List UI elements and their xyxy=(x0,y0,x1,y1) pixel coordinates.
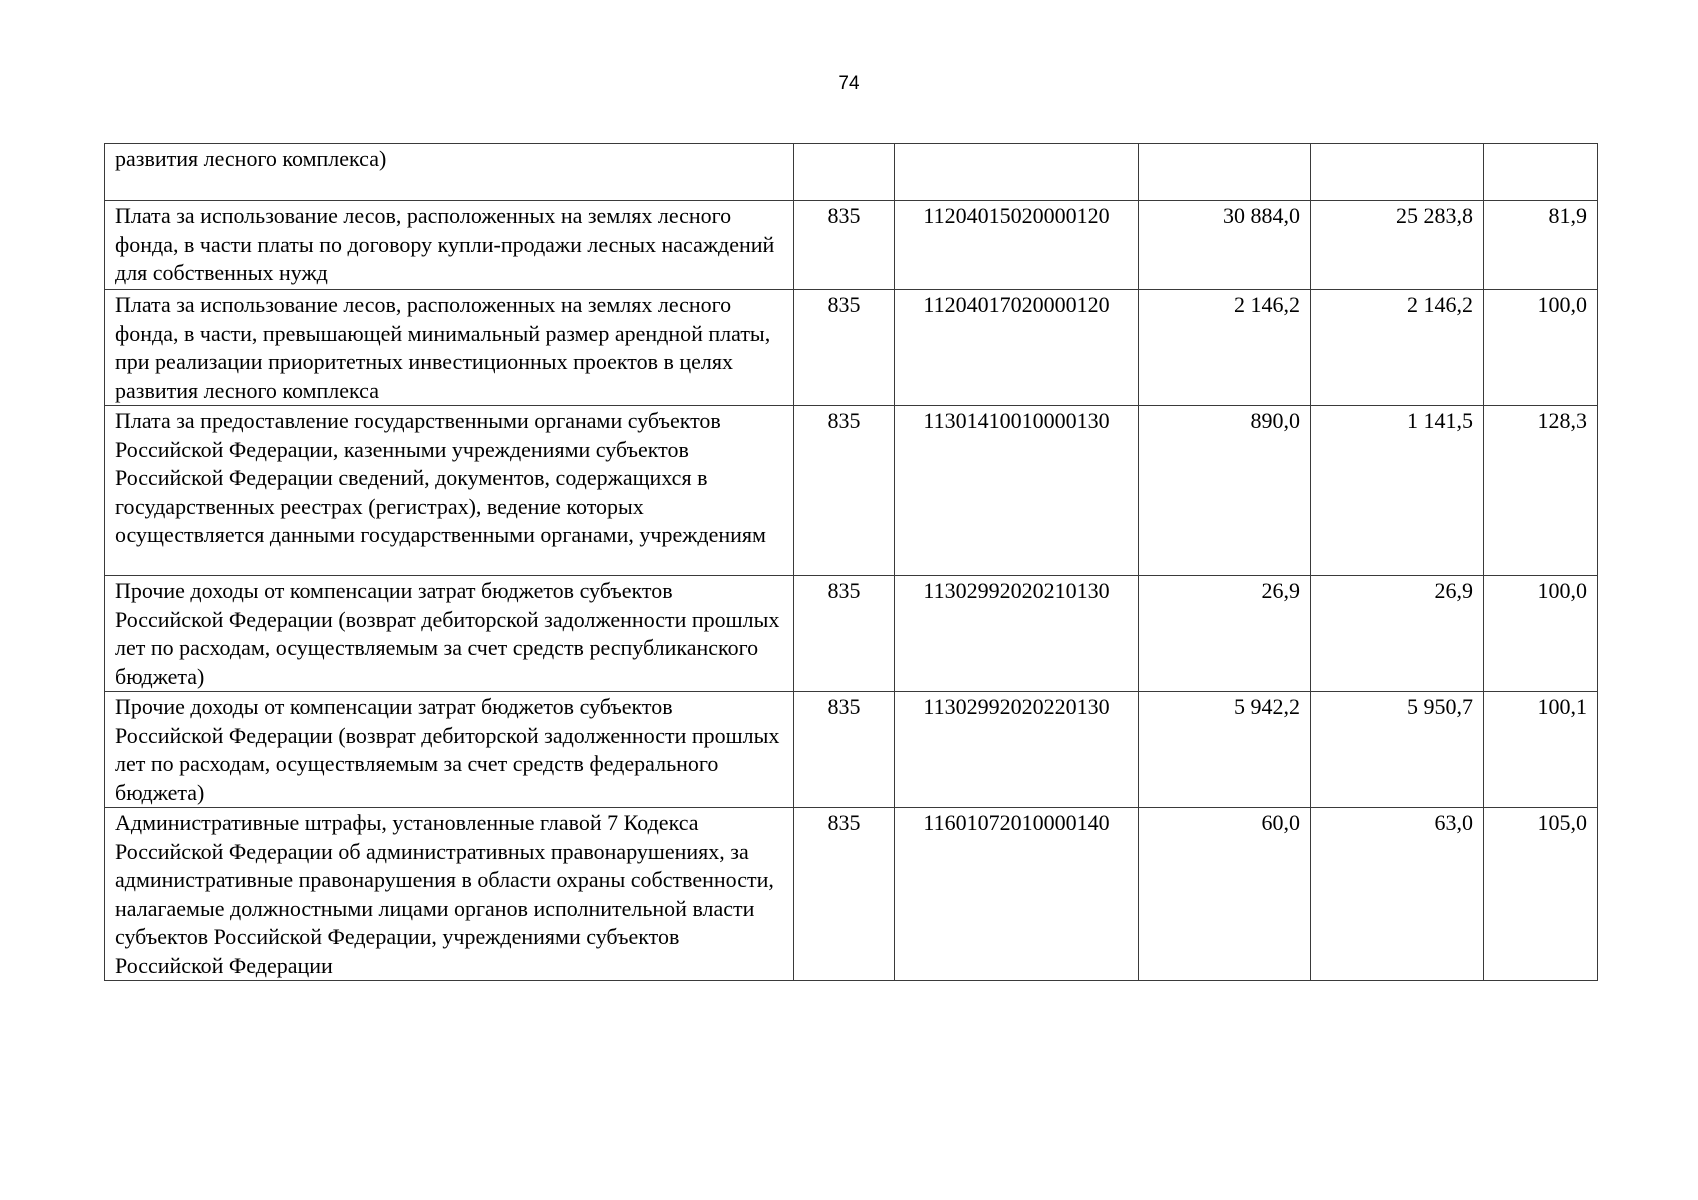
budget-code-cell: 11601072010000140 xyxy=(895,808,1139,981)
plan-amount-cell: 2 146,2 xyxy=(1139,290,1311,406)
executed-amount-cell: 5 950,7 xyxy=(1311,692,1484,808)
executed-amount-cell: 26,9 xyxy=(1311,576,1484,692)
plan-amount-cell: 5 942,2 xyxy=(1139,692,1311,808)
budget-code-cell: 11302992020220130 xyxy=(895,692,1139,808)
revenue-name-cell: Плата за использование лесов, расположенных на землях лесного фонда, в части, превышающей минимальный размер арендной платы, при реализации приоритетных инвестиционных проектов в целях развития лесного комплекса xyxy=(105,290,794,406)
table-row xyxy=(105,290,1598,406)
execution-percent-cell: 100,1 xyxy=(1484,692,1598,808)
executed-amount-cell xyxy=(1311,144,1484,201)
table-row xyxy=(105,576,1598,692)
budget-code-cell xyxy=(895,144,1139,201)
table-row xyxy=(105,692,1598,808)
executed-amount-cell: 2 146,2 xyxy=(1311,290,1484,406)
admin-code-cell: 835 xyxy=(794,406,895,576)
table-row xyxy=(105,201,1598,290)
executed-amount-cell: 63,0 xyxy=(1311,808,1484,981)
budget-revenue-table xyxy=(104,143,1598,981)
execution-percent-cell: 128,3 xyxy=(1484,406,1598,576)
table-row xyxy=(105,808,1598,981)
execution-percent-cell xyxy=(1484,144,1598,201)
admin-code-cell: 835 xyxy=(794,201,895,290)
execution-percent-cell: 105,0 xyxy=(1484,808,1598,981)
plan-amount-cell: 60,0 xyxy=(1139,808,1311,981)
plan-amount-cell: 26,9 xyxy=(1139,576,1311,692)
revenue-name-cell: Прочие доходы от компенсации затрат бюджетов субъектов Российской Федерации (возврат дебиторской задолженности прошлых лет по расходам, осуществляемым за счет средств федерального бюджета) xyxy=(105,692,794,808)
budget-code-cell: 11302992020210130 xyxy=(895,576,1139,692)
revenue-name-cell: Административные штрафы, установленные главой 7 Кодекса Российской Федерации об административных правонарушениях, за административные правонарушения в области охраны собственности, налагаемые должностными лицами органов исполнительной власти субъектов Российской Федерации, учреждениями субъектов Российской Федерации xyxy=(105,808,794,981)
admin-code-cell: 835 xyxy=(794,808,895,981)
revenue-name-cell: Плата за предоставление государственными органами субъектов Российской Федерации, казенными учреждениями субъектов Российской Федерации сведений, документов, содержащихся в государственных реестрах (регистрах), ведение которых осуществляется данными государственными органами, учреждениям xyxy=(105,406,794,576)
table-row xyxy=(105,406,1598,576)
budget-code-cell: 11204015020000120 xyxy=(895,201,1139,290)
plan-amount-cell: 890,0 xyxy=(1139,406,1311,576)
plan-amount-cell: 30 884,0 xyxy=(1139,201,1311,290)
execution-percent-cell: 81,9 xyxy=(1484,201,1598,290)
table-row xyxy=(105,144,1598,201)
execution-percent-cell: 100,0 xyxy=(1484,290,1598,406)
admin-code-cell: 835 xyxy=(794,576,895,692)
revenue-name-cell: Плата за использование лесов, расположенных на землях лесного фонда, в части платы по договору купли-продажи лесных насаждений для собственных нужд xyxy=(105,201,794,290)
budget-code-cell: 11204017020000120 xyxy=(895,290,1139,406)
executed-amount-cell: 1 141,5 xyxy=(1311,406,1484,576)
admin-code-cell: 835 xyxy=(794,692,895,808)
revenue-name-cell: Прочие доходы от компенсации затрат бюджетов субъектов Российской Федерации (возврат дебиторской задолженности прошлых лет по расходам, осуществляемым за счет средств республиканского бюджета) xyxy=(105,576,794,692)
admin-code-cell: 835 xyxy=(794,290,895,406)
plan-amount-cell xyxy=(1139,144,1311,201)
admin-code-cell xyxy=(794,144,895,201)
executed-amount-cell: 25 283,8 xyxy=(1311,201,1484,290)
revenue-name-cell: развития лесного комплекса) xyxy=(105,144,794,201)
page-number: 74 xyxy=(838,73,860,94)
budget-code-cell: 11301410010000130 xyxy=(895,406,1139,576)
execution-percent-cell: 100,0 xyxy=(1484,576,1598,692)
